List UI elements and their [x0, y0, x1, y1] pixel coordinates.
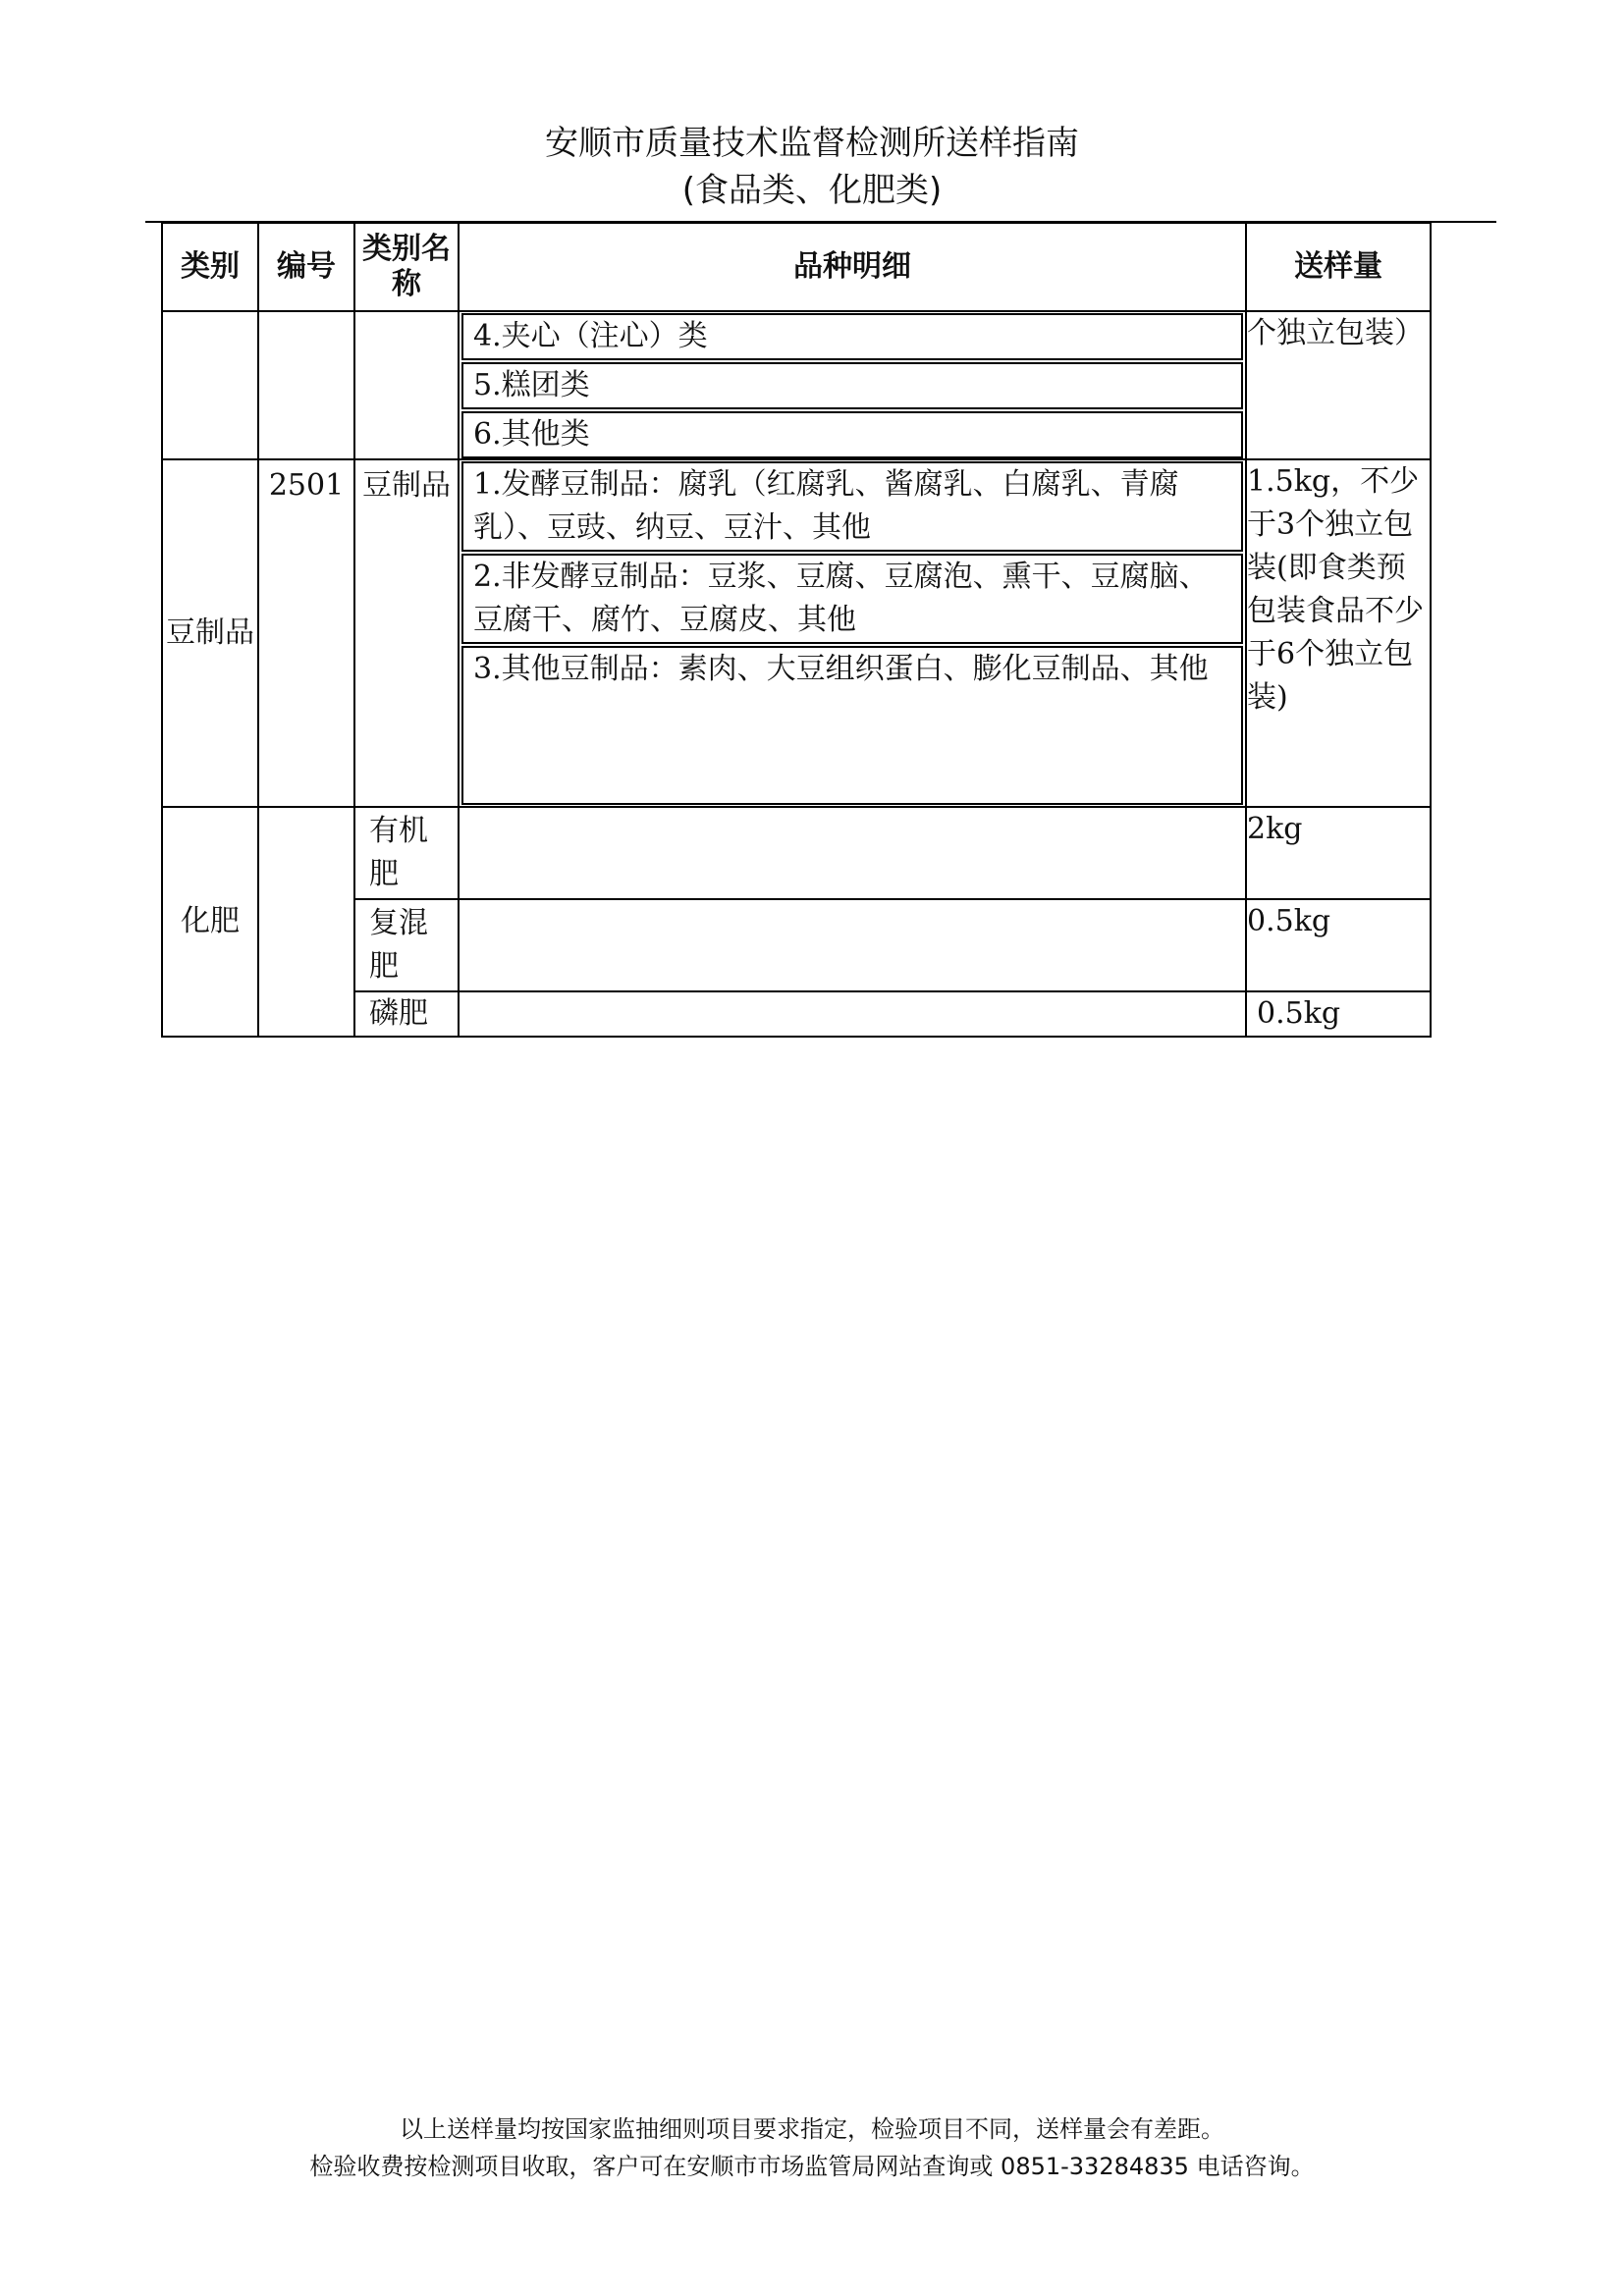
header-code: 编号	[258, 223, 354, 311]
table-row-continued	[162, 311, 1431, 459]
category-name-cell: 复混肥	[354, 899, 459, 991]
detail-item: 3.其他豆制品：素肉、大豆组织蛋白、膨化豆制品、其他	[461, 646, 1243, 805]
variety-details-cell	[459, 459, 1246, 807]
quantity-cell: 2kg	[1246, 807, 1431, 899]
category-cell: 豆制品	[162, 459, 258, 807]
document-title: 安顺市质量技术监督检测所送样指南	[545, 124, 1079, 163]
header-category: 类别	[162, 223, 258, 311]
header-variety-details: 品种明细	[459, 223, 1246, 311]
footer-note-2: 检验收费按检测项目收取，客户可在安顺市市场监管局网站查询或 0851-33284835 电话咨询。	[309, 2153, 1315, 2180]
table-row-soy	[162, 459, 1431, 807]
empty-cell	[258, 311, 354, 459]
document-subtitle: (食品类、化肥类)	[681, 171, 943, 210]
quantity-cell: 1.5kg，不少于3个独立包装(即食类预包装食品不少于6个独立包装)	[1246, 459, 1431, 807]
footer-note-1: 以上送样量均按国家监抽细则项目要求指定，检验项目不同，送样量会有差距。	[400, 2115, 1224, 2143]
table-header-row	[162, 223, 1431, 311]
detail-item: 4.夹心（注心）类	[461, 313, 1243, 360]
header-sample-quantity: 送样量	[1246, 223, 1431, 311]
quantity-cell: 个独立包装）	[1246, 311, 1431, 459]
category-name-cell: 豆制品	[354, 459, 459, 807]
category-name-cell: 磷肥	[354, 991, 459, 1037]
empty-cell	[258, 807, 354, 1037]
detail-item: 2.非发酵豆制品：豆浆、豆腐、豆腐泡、熏干、豆腐脑、豆腐干、腐竹、豆腐皮、其他	[461, 554, 1243, 644]
code-cell: 2501	[258, 459, 354, 807]
empty-cell	[354, 311, 459, 459]
empty-cell	[459, 991, 1246, 1037]
category-cell: 化肥	[162, 807, 258, 1037]
empty-cell	[459, 899, 1246, 991]
header-category-name: 类别名称	[354, 223, 459, 311]
quantity-cell: 0.5kg	[1246, 899, 1431, 991]
table-row-fertilizer	[162, 807, 1431, 899]
empty-cell	[162, 311, 258, 459]
detail-item: 6.其他类	[461, 411, 1243, 458]
variety-details-cell	[459, 311, 1246, 459]
sampling-guide-table	[161, 222, 1432, 1038]
detail-item: 1.发酵豆制品：腐乳（红腐乳、酱腐乳、白腐乳、青腐乳）、豆豉、纳豆、豆汁、其他	[461, 461, 1243, 552]
detail-item: 5.糕团类	[461, 362, 1243, 409]
quantity-cell: 0.5kg	[1246, 991, 1431, 1037]
empty-cell	[459, 807, 1246, 899]
category-name-cell: 有机肥	[354, 807, 459, 899]
